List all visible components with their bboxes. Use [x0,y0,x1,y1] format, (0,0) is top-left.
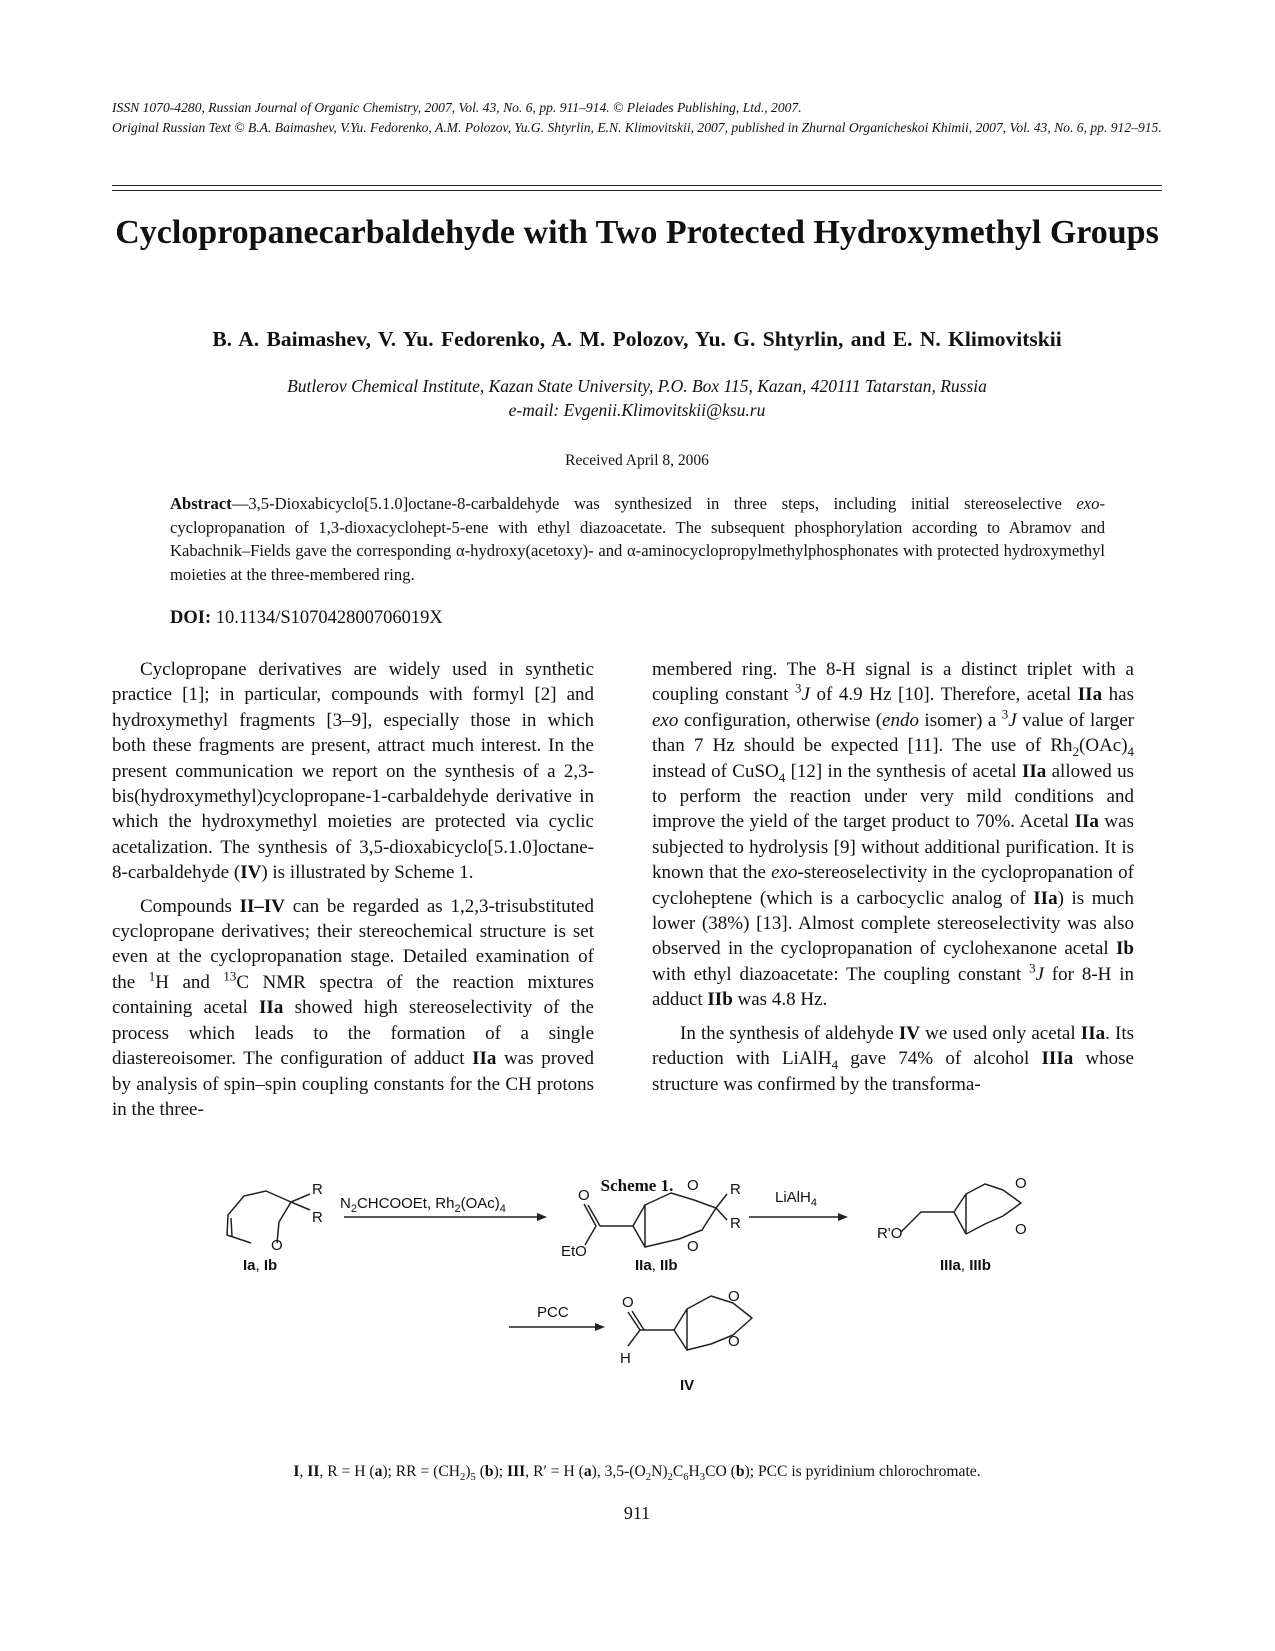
arrow-head-2 [838,1213,848,1221]
compound-ref: IIa [1080,1022,1106,1044]
text-run: configuration, otherwise ( [678,709,883,731]
text-run: allowed us to perform the reaction under very mild conditions and improve the yield of the target product to 70%. Acetal [652,760,1135,833]
text-run: H and [155,971,224,993]
superscript: 3 [1001,706,1009,722]
atom-eto: EtO [561,1243,587,1260]
compound-ref: a [583,1463,592,1480]
body-column-left [112,657,594,1130]
subscript: 3 [699,1472,706,1484]
text-run: Compounds [140,895,240,917]
atom-o: O [578,1187,590,1204]
doi-label: DOI: [170,608,212,628]
atom-o: O [1015,1221,1027,1238]
reagent-n2chcooet-rh2oac4 [340,1195,506,1215]
label-ib: Ib [263,1257,278,1274]
compound-ref: IIa [259,997,284,1019]
compound-ref: Ib [1116,938,1134,960]
text-run: . Its reduction with LiAlH [652,1022,1134,1070]
abstract-text: —3,5-Dioxabicyclo[5.1.0]octane-8-carbaldehyde was synthesized in three steps, including initial stereoselective [231,494,1077,513]
subscript: 2 [1072,744,1080,760]
compound-ref: b [484,1463,494,1480]
subscript: 4 [810,1197,817,1209]
text-run: showed high stereoselectivity of the process which leads to the formation of a single diastereoisomer. The configuration of adduct [112,997,594,1070]
label-iia: IIa [635,1257,652,1274]
label-separator: , [255,1257,264,1274]
text-run: for 8-H in adduct [652,963,1135,1011]
page-number: 911 [623,1503,651,1523]
atom-o: O [271,1237,283,1254]
text-run: In the synthesis of aldehyde [680,1022,899,1044]
compound-ref: b [735,1463,745,1480]
subscript: 4 [1127,744,1134,760]
atom-o: O [728,1288,740,1305]
article-title: Cyclopropanecarbaldehyde with Two Protected Hydroxymethyl Groups [115,214,1159,251]
text-run: was subjected to hydrolysis [9] without additional purification. It is known that the [652,811,1134,884]
abstract [170,492,1105,586]
text-run: value of larger than 7 Hz should be expected [11]. The use of Rh [652,709,1134,757]
text-run: ); RR = (CH [382,1463,461,1480]
label-iiia: IIIa [940,1257,961,1274]
arrow-head-1 [537,1213,547,1221]
subscript: 2 [667,1472,673,1484]
body-paragraph-4 [652,1021,1134,1097]
reagent-pcc: PCC [537,1304,569,1321]
compound-label-iiia-iiib [940,1257,991,1274]
italic-j: J [801,684,810,706]
text-run: ), 3,5-(O [591,1463,646,1480]
text-run: of 4.9 Hz [10]. Therefore, acetal [809,684,1078,706]
structure-iiia-iiib [901,1184,1021,1234]
text-run: , [299,1463,308,1480]
subscript: 4 [778,769,786,785]
text-run: -stereoselectivity in the cyclopropanation of cycloheptene (which is a carbocyclic analog of [652,862,1134,909]
atom-r-prime-o: R'O [877,1225,903,1242]
reagent-part: (OAc) [460,1195,500,1212]
atom-r: R [730,1181,741,1198]
italic-endo: endo [882,709,919,731]
doi [170,606,443,630]
superscript: 3 [795,681,802,697]
atom-o: O [687,1238,699,1255]
subscript: 4 [499,1203,506,1215]
text-run: with ethyl diazoacetate: The coupling constant [652,963,1030,985]
text-run: isomer) a [918,709,1002,731]
reagent-part: CHCOOEt, Rh [356,1195,455,1212]
italic-exo: exo [652,709,679,731]
text-run: ) is much lower (38%) [13]. Almost complete stereoselectivity was also observed in the cyclopropanation of cyclohexanone acetal [652,887,1134,960]
compound-ref: IIIa [1041,1048,1074,1070]
compound-ref: IV [240,862,262,884]
italic-j: J [1008,709,1017,731]
text-run: membered ring. The 8-H signal is a distinct triplet with a coupling constant [652,659,1134,706]
affiliation: Butlerov Chemical Institute, Kazan State University, P.O. Box 115, Kazan, 420111 Tatarstan, Russia [287,376,987,396]
label-iiib: IIIb [969,1257,991,1274]
compound-ref: IIb [707,989,733,1011]
label-separator: , [960,1257,970,1274]
atom-r: R [730,1215,741,1232]
compound-label-iia-iib [635,1257,678,1274]
body-paragraph-3 [652,657,1134,1013]
text-run: instead of CuSO [652,760,779,782]
journal-header [112,98,1162,138]
compound-ref: IIa [472,1048,497,1070]
atom-o: O [728,1333,740,1350]
body-paragraph-2 [112,894,594,1123]
subscript: 5 [470,1472,476,1484]
text-run: ) [465,1463,471,1480]
text-run: [12] in the synthesis of acetal [785,760,1022,782]
atom-r: R [312,1209,323,1226]
abstract-label: Abstract [170,494,232,513]
header-rule-top [112,185,1162,186]
compound-ref: IIa [1077,684,1103,706]
superscript: 13 [223,968,237,984]
label-separator: , [651,1257,661,1274]
label-ia: Ia [243,1257,256,1274]
text-run: gave 74% of alcohol [838,1048,1042,1070]
compound-label-ia-ib [243,1257,277,1274]
text-run: we used only acetal [920,1022,1081,1044]
text-run: can be regarded as 1,2,3-trisubstituted cyclopropane derivatives; their stereochemical structure is set even at the cyclopropanation stage. Detailed examination of the [112,895,594,993]
subscript: 6 [683,1472,689,1484]
atom-o: O [622,1294,634,1311]
body-column-right [652,657,1134,1105]
text-run: ); PCC is pyridinium chlorochromate. [744,1463,981,1480]
compound-ref: I [293,1463,300,1480]
author-email: e-mail: Evgenii.Klimovitskii@ksu.ru [508,400,766,420]
text-run: ); [493,1463,508,1480]
text-run: was proved by analysis of spin–spin coupling constants for the CH protons in the three- [112,1048,594,1120]
text-run: CO ( [705,1463,736,1480]
body-paragraph-1 [112,657,594,886]
subscript: 2 [454,1203,461,1215]
compound-ref: IIa [1033,887,1058,909]
reagent-part: N [340,1195,351,1212]
compound-label-iv: IV [680,1377,695,1394]
abstract-text: -cyclopropanation of 1,3-dioxacyclohept-5-ene with ethyl diazoacetate. The subsequent phosphorylation according to Abramov and Kabachnik–Fields gave the corresponding α-hydroxy(acetoxy)- and α-aminocyclopropylmethylphosphonates with protected hydroxymethyl moieties at the three-membered ring. [170,494,1105,584]
italic-exo: exo [771,862,798,884]
compound-ref: II [307,1463,320,1480]
header-original-text-line: Original Russian Text © B.A. Baimashev, V.Yu. Fedorenko, A.M. Polozov, Yu.G. Shtyrlin, E.N. Klimovitskii, 2007, published in Zhurnal Organicheskoi Khimii, 2007, Vol. 43, No. 6, pp. 912–915. [112,120,1162,135]
subscript: 4 [831,1056,839,1072]
label-iib: IIb [660,1257,678,1274]
text-run: has [1102,684,1134,706]
reagent-part: LiAlH [775,1189,811,1206]
scheme-caption [112,1462,1162,1482]
structure-iia-iib [584,1193,727,1247]
text-run: C NMR spectra of the reaction mixtures containing acetal [112,971,594,1019]
header-issn-line: ISSN 1070-4280, Russian Journal of Organic Chemistry, 2007, Vol. 43, No. 6, pp. 911–914. © Pleiades Publishing, Ltd., 2007. [112,100,802,115]
subscript: 2 [460,1472,466,1484]
superscript: 1 [148,968,156,984]
text-run: was 4.8 Hz. [732,989,828,1011]
text-run: C [672,1463,684,1480]
subscript: 2 [350,1203,357,1215]
superscript: 3 [1029,960,1036,976]
text-run: Cyclopropane derivatives are widely used in synthetic practice [1]; in particular, compounds with formyl [2] and hydroxymethyl fragments [3–9], especially those in which both these fragments are present, attract much interest. In the present communication we report on the synthesis of a 2,3-bis(hydroxymethyl)cyclopropane-1-carbaldehyde derivative in which the hydroxymethyl moieties are protected via cyclic acetalization. The synthesis of 3,5-dioxabicyclo[5.1.0]octane-8-carbaldehyde ( [112,659,594,884]
received-date: Received April 8, 2006 [565,452,709,469]
atom-o: O [687,1177,699,1194]
article-authors: B. A. Baimashev, V. Yu. Fedorenko, A. M. Polozov, Yu. G. Shtyrlin, and E. N. Klimovitskii [212,327,1062,351]
text-run: N) [651,1463,668,1480]
reagent-lialh4 [775,1189,817,1209]
text-run: , R′ = H ( [525,1463,584,1480]
compound-ref: III [507,1463,526,1480]
text-run: H [688,1463,700,1480]
atom-r: R [312,1181,323,1198]
scheme-title: Scheme 1. [600,1176,674,1195]
atom-o: O [1015,1175,1027,1192]
italic-j: J [1035,963,1044,985]
compound-ref: II–IV [239,895,286,917]
text-run: ) is illustrated by Scheme 1. [261,862,474,884]
atom-h: H [620,1350,631,1367]
text-run: , R = H ( [319,1463,375,1480]
compound-ref: a [374,1463,383,1480]
text-run: ( [475,1463,485,1480]
doi-value: 10.1134/S107042800706019X [215,608,443,628]
text-run: whose structure was confirmed by the transforma- [652,1048,1134,1095]
affiliation-block [112,374,1162,422]
compound-ref: IV [898,1022,920,1044]
structure-ia-ib [227,1191,310,1243]
arrow-head-3 [595,1323,605,1331]
compound-ref: IIa [1074,811,1099,833]
subscript: 2 [645,1472,652,1484]
compound-ref: IIa [1022,760,1047,782]
abstract-exo: exo [1076,494,1100,513]
header-rule-bottom [112,190,1162,191]
text-run: (OAc) [1079,735,1128,757]
